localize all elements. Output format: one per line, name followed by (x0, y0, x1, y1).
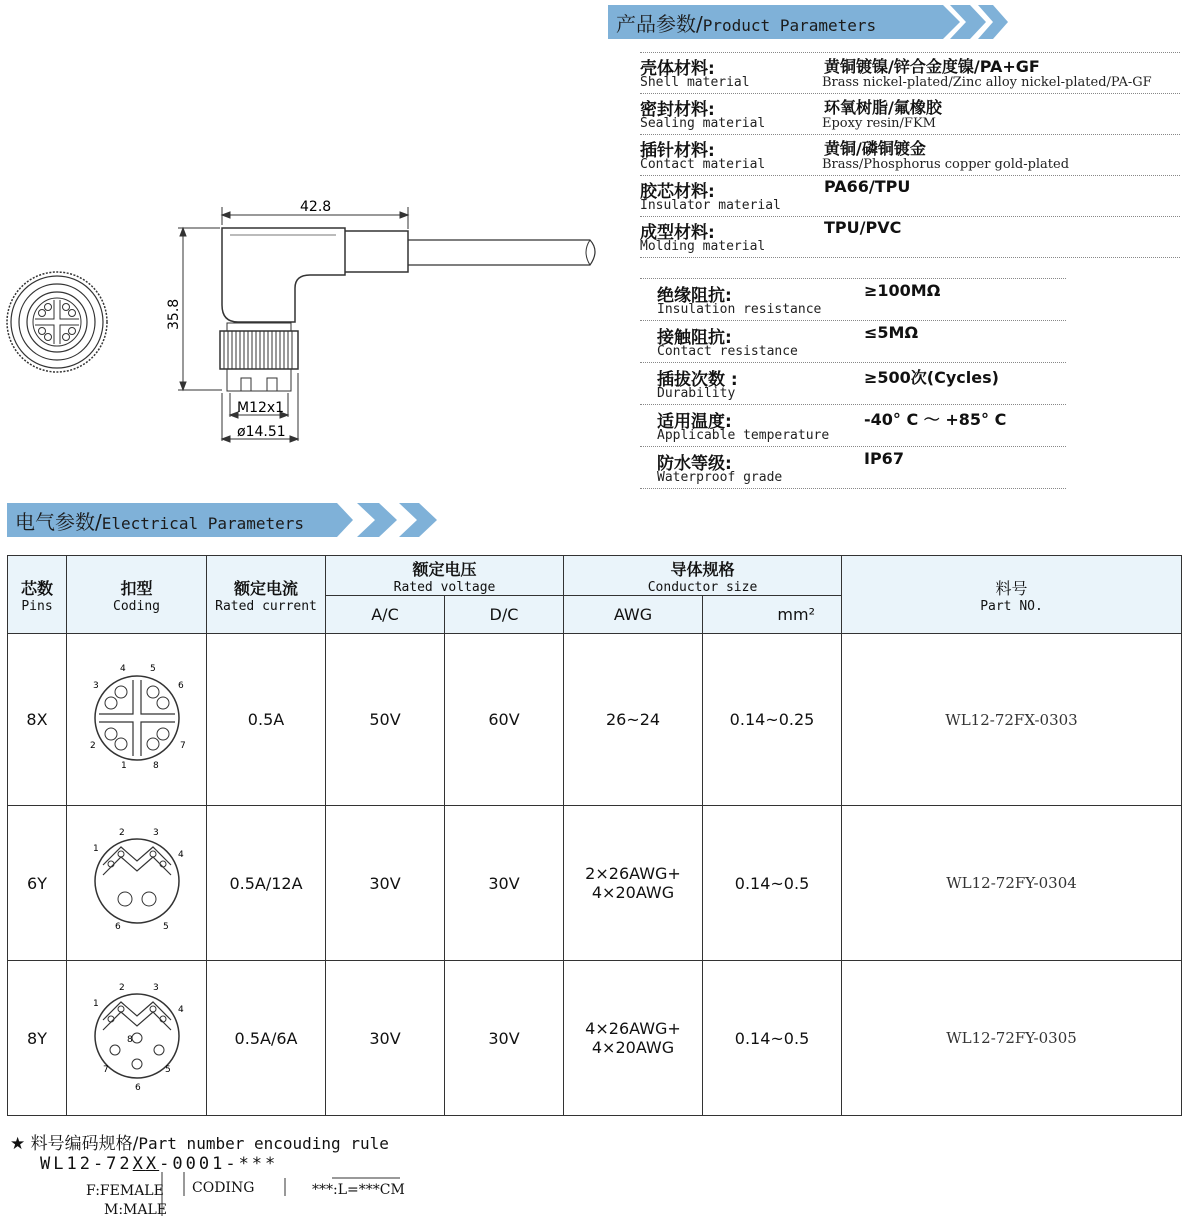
cell-awg (564, 961, 703, 1116)
material-row (640, 135, 1180, 176)
cell-ac: 50V (326, 634, 445, 806)
material-value-en: Epoxy resin/FKM (822, 116, 936, 131)
dim-height: 35.8 (166, 298, 182, 330)
table-row (8, 961, 1182, 1116)
property-value: ≤5MΩ (864, 323, 919, 342)
pin-label: 2 (118, 828, 125, 838)
awg-line-1: 2×26AWG+ (585, 864, 681, 883)
header-coding: 扣型 Coding (67, 556, 207, 634)
material-value-en: Brass/Phosphorus copper gold-plated (822, 157, 1070, 172)
property-row (640, 405, 1066, 447)
cell-mm2: 0.14~0.5 (703, 961, 842, 1116)
pin-label: 8 (152, 760, 159, 771)
property-value: ≥100MΩ (864, 281, 941, 300)
property-label-en: Applicable temperature (657, 428, 830, 443)
material-row (640, 94, 1180, 135)
pin-label: 4 (177, 1005, 184, 1015)
table-row (8, 634, 1182, 806)
property-label-en: Waterproof grade (657, 470, 783, 485)
material-label-en: Molding material (640, 239, 766, 254)
material-value-cn: 黄铜镀镍/锌合金度镍/PA+GF (824, 57, 1040, 76)
label-male: M:MALE (104, 1202, 168, 1218)
dim-diameter: ø14.51 (237, 424, 286, 440)
property-value: IP67 (864, 449, 904, 468)
header-dc: D/C (445, 596, 564, 634)
coding-diagram (77, 658, 197, 778)
property-value: ≥500次(Cycles) (864, 368, 999, 387)
cell-dc: 30V (445, 961, 564, 1116)
cell-awg (564, 806, 703, 961)
material-value-cn: 环氧树脂/氟橡胶 (824, 98, 942, 117)
table-row (8, 806, 1182, 961)
cell-mm2: 0.14~0.25 (703, 634, 842, 806)
pin-label: 7 (179, 740, 186, 751)
dimension-lines (178, 207, 408, 442)
property-label-en: Insulation resistance (657, 302, 822, 317)
encoding-title-en: Part number encouding rule (138, 1134, 389, 1153)
cell-coding (67, 961, 207, 1116)
label-female: F:FEMALE (86, 1183, 164, 1199)
label-length: ***:L=***CM (312, 1182, 405, 1198)
cell-mm2: 0.14~0.5 (703, 806, 842, 961)
material-label-cn: 胶芯材料: (640, 182, 715, 202)
cell-pins: 8X (8, 634, 67, 806)
pin-label: 2 (118, 983, 125, 993)
awg-line-1: 4×26AWG+ (585, 1019, 681, 1038)
pin-label: 6 (177, 680, 184, 691)
material-row (640, 53, 1180, 94)
property-label-cn: 插拔次数 : (657, 370, 738, 390)
header-ac: A/C (326, 596, 445, 634)
material-row (640, 217, 1180, 258)
cell-current: 0.5A (207, 634, 326, 806)
cell-coding (67, 634, 207, 806)
awg-value: 26~24 (605, 710, 661, 729)
property-label-cn: 接触阻抗: (657, 328, 732, 348)
pin-label: 1 (92, 999, 99, 1009)
cell-part: WL12-72FY-0305 (842, 961, 1182, 1116)
product-parameters-title (616, 8, 876, 37)
cell-part: WL12-72FY-0304 (842, 806, 1182, 961)
title-sep: / (95, 510, 102, 534)
pin-label: 5 (162, 922, 169, 932)
pin-label: 6 (114, 922, 121, 932)
header-voltage: 额定电压 Rated voltage (326, 556, 564, 596)
pin-label: 3 (152, 828, 159, 838)
pin-label: 4 (177, 850, 184, 860)
material-value-cn: PA66/TPU (824, 177, 911, 196)
pin-label: 8 (126, 1035, 133, 1045)
cell-coding (67, 806, 207, 961)
product-parameters-banner (608, 5, 1008, 39)
awg-line-2: 4×20AWG (591, 1038, 675, 1057)
star-icon: ★ (10, 1134, 26, 1154)
header-mm2: mm² (703, 596, 842, 634)
pin-label: 3 (152, 983, 159, 993)
property-row (640, 447, 1066, 489)
header-awg: AWG (564, 596, 703, 634)
pin-label: 4 (119, 663, 126, 674)
title-cn: 产品参数 (616, 12, 696, 36)
pin-label: 3 (92, 680, 99, 691)
pin-label: 1 (120, 760, 127, 771)
encoding-title-sep: / (132, 1134, 139, 1154)
material-value-cn: TPU/PVC (824, 218, 902, 237)
title-cn: 电气参数 (15, 510, 95, 534)
pin-label: 2 (89, 740, 96, 751)
material-value-cn: 黄铜/磷铜镀金 (824, 139, 926, 158)
header-pins: 芯数 Pins (8, 556, 67, 634)
label-coding: CODING (192, 1180, 255, 1196)
awg-line-2: 4×20AWG (591, 883, 675, 902)
code-coding: X (145, 1154, 160, 1174)
material-value-en: Brass nickel-plated/Zinc alloy nickel-plated/PA-GF (822, 75, 1152, 90)
cell-ac: 30V (326, 961, 445, 1116)
electrical-parameters-banner (7, 503, 437, 537)
dim-length: 42.8 (300, 199, 332, 215)
title-en: Product Parameters (702, 16, 877, 35)
title-en: Electrical Parameters (101, 514, 305, 533)
pin-label: 7 (102, 1065, 109, 1075)
connector-front-view (7, 272, 107, 372)
cell-pins: 6Y (8, 806, 67, 961)
material-label-cn: 密封材料: (640, 100, 715, 120)
property-label-en: Durability (657, 386, 736, 401)
material-label-cn: 插针材料: (640, 141, 715, 161)
header-part: 料号 Part NO. (842, 556, 1182, 634)
pin-label: 5 (164, 1065, 171, 1075)
property-label-en: Contact resistance (657, 344, 798, 359)
property-label-cn: 防水等级: (657, 454, 732, 474)
connector-drawing (0, 195, 610, 450)
header-current: 额定电流 Rated current (207, 556, 326, 634)
property-row (640, 321, 1066, 363)
property-label-cn: 绝缘阻抗: (657, 286, 732, 306)
dim-thread: M12x1 (237, 400, 285, 416)
pin-label: 6 (134, 1083, 141, 1093)
material-label-cn: 壳体材料: (640, 59, 715, 79)
header-conductor: 导体规格 Conductor size (564, 556, 842, 596)
material-label-en: Sealing material (640, 116, 766, 131)
cell-pins: 8Y (8, 961, 67, 1116)
encoding-code (40, 1154, 278, 1174)
property-row (640, 363, 1066, 405)
encoding-title-cn: 料号编码规格 (30, 1134, 133, 1154)
electrical-parameters-title (15, 506, 304, 535)
cell-part: WL12-72FX-0303 (842, 634, 1182, 806)
cell-dc: 60V (445, 634, 564, 806)
cell-current: 0.5A/12A (207, 806, 326, 961)
coding-diagram (77, 976, 197, 1096)
encoding-rule-title (10, 1129, 389, 1154)
electrical-table (7, 555, 1182, 1116)
material-label-en: Shell material (640, 75, 750, 90)
property-label-cn: 适用温度: (657, 412, 732, 432)
material-label-en: Contact material (640, 157, 766, 172)
title-sep: / (696, 12, 703, 36)
cell-dc: 30V (445, 806, 564, 961)
code-gender: X (132, 1154, 146, 1174)
property-row (640, 279, 1066, 321)
material-label-cn: 成型材料: (640, 223, 715, 243)
material-row (640, 176, 1180, 217)
code-prefix: WL12-72 (40, 1154, 133, 1174)
material-label-en: Insulator material (640, 198, 781, 213)
cell-awg (564, 634, 703, 806)
coding-diagram (77, 821, 197, 941)
pin-label: 5 (149, 663, 156, 674)
cell-ac: 30V (326, 806, 445, 961)
connector-side-view (220, 228, 595, 391)
code-suffix: -0001-*** (159, 1154, 279, 1174)
cell-current: 0.5A/6A (207, 961, 326, 1116)
pin-label: 1 (92, 844, 99, 854)
property-value: -40° C ～ +85° C (864, 410, 1007, 429)
